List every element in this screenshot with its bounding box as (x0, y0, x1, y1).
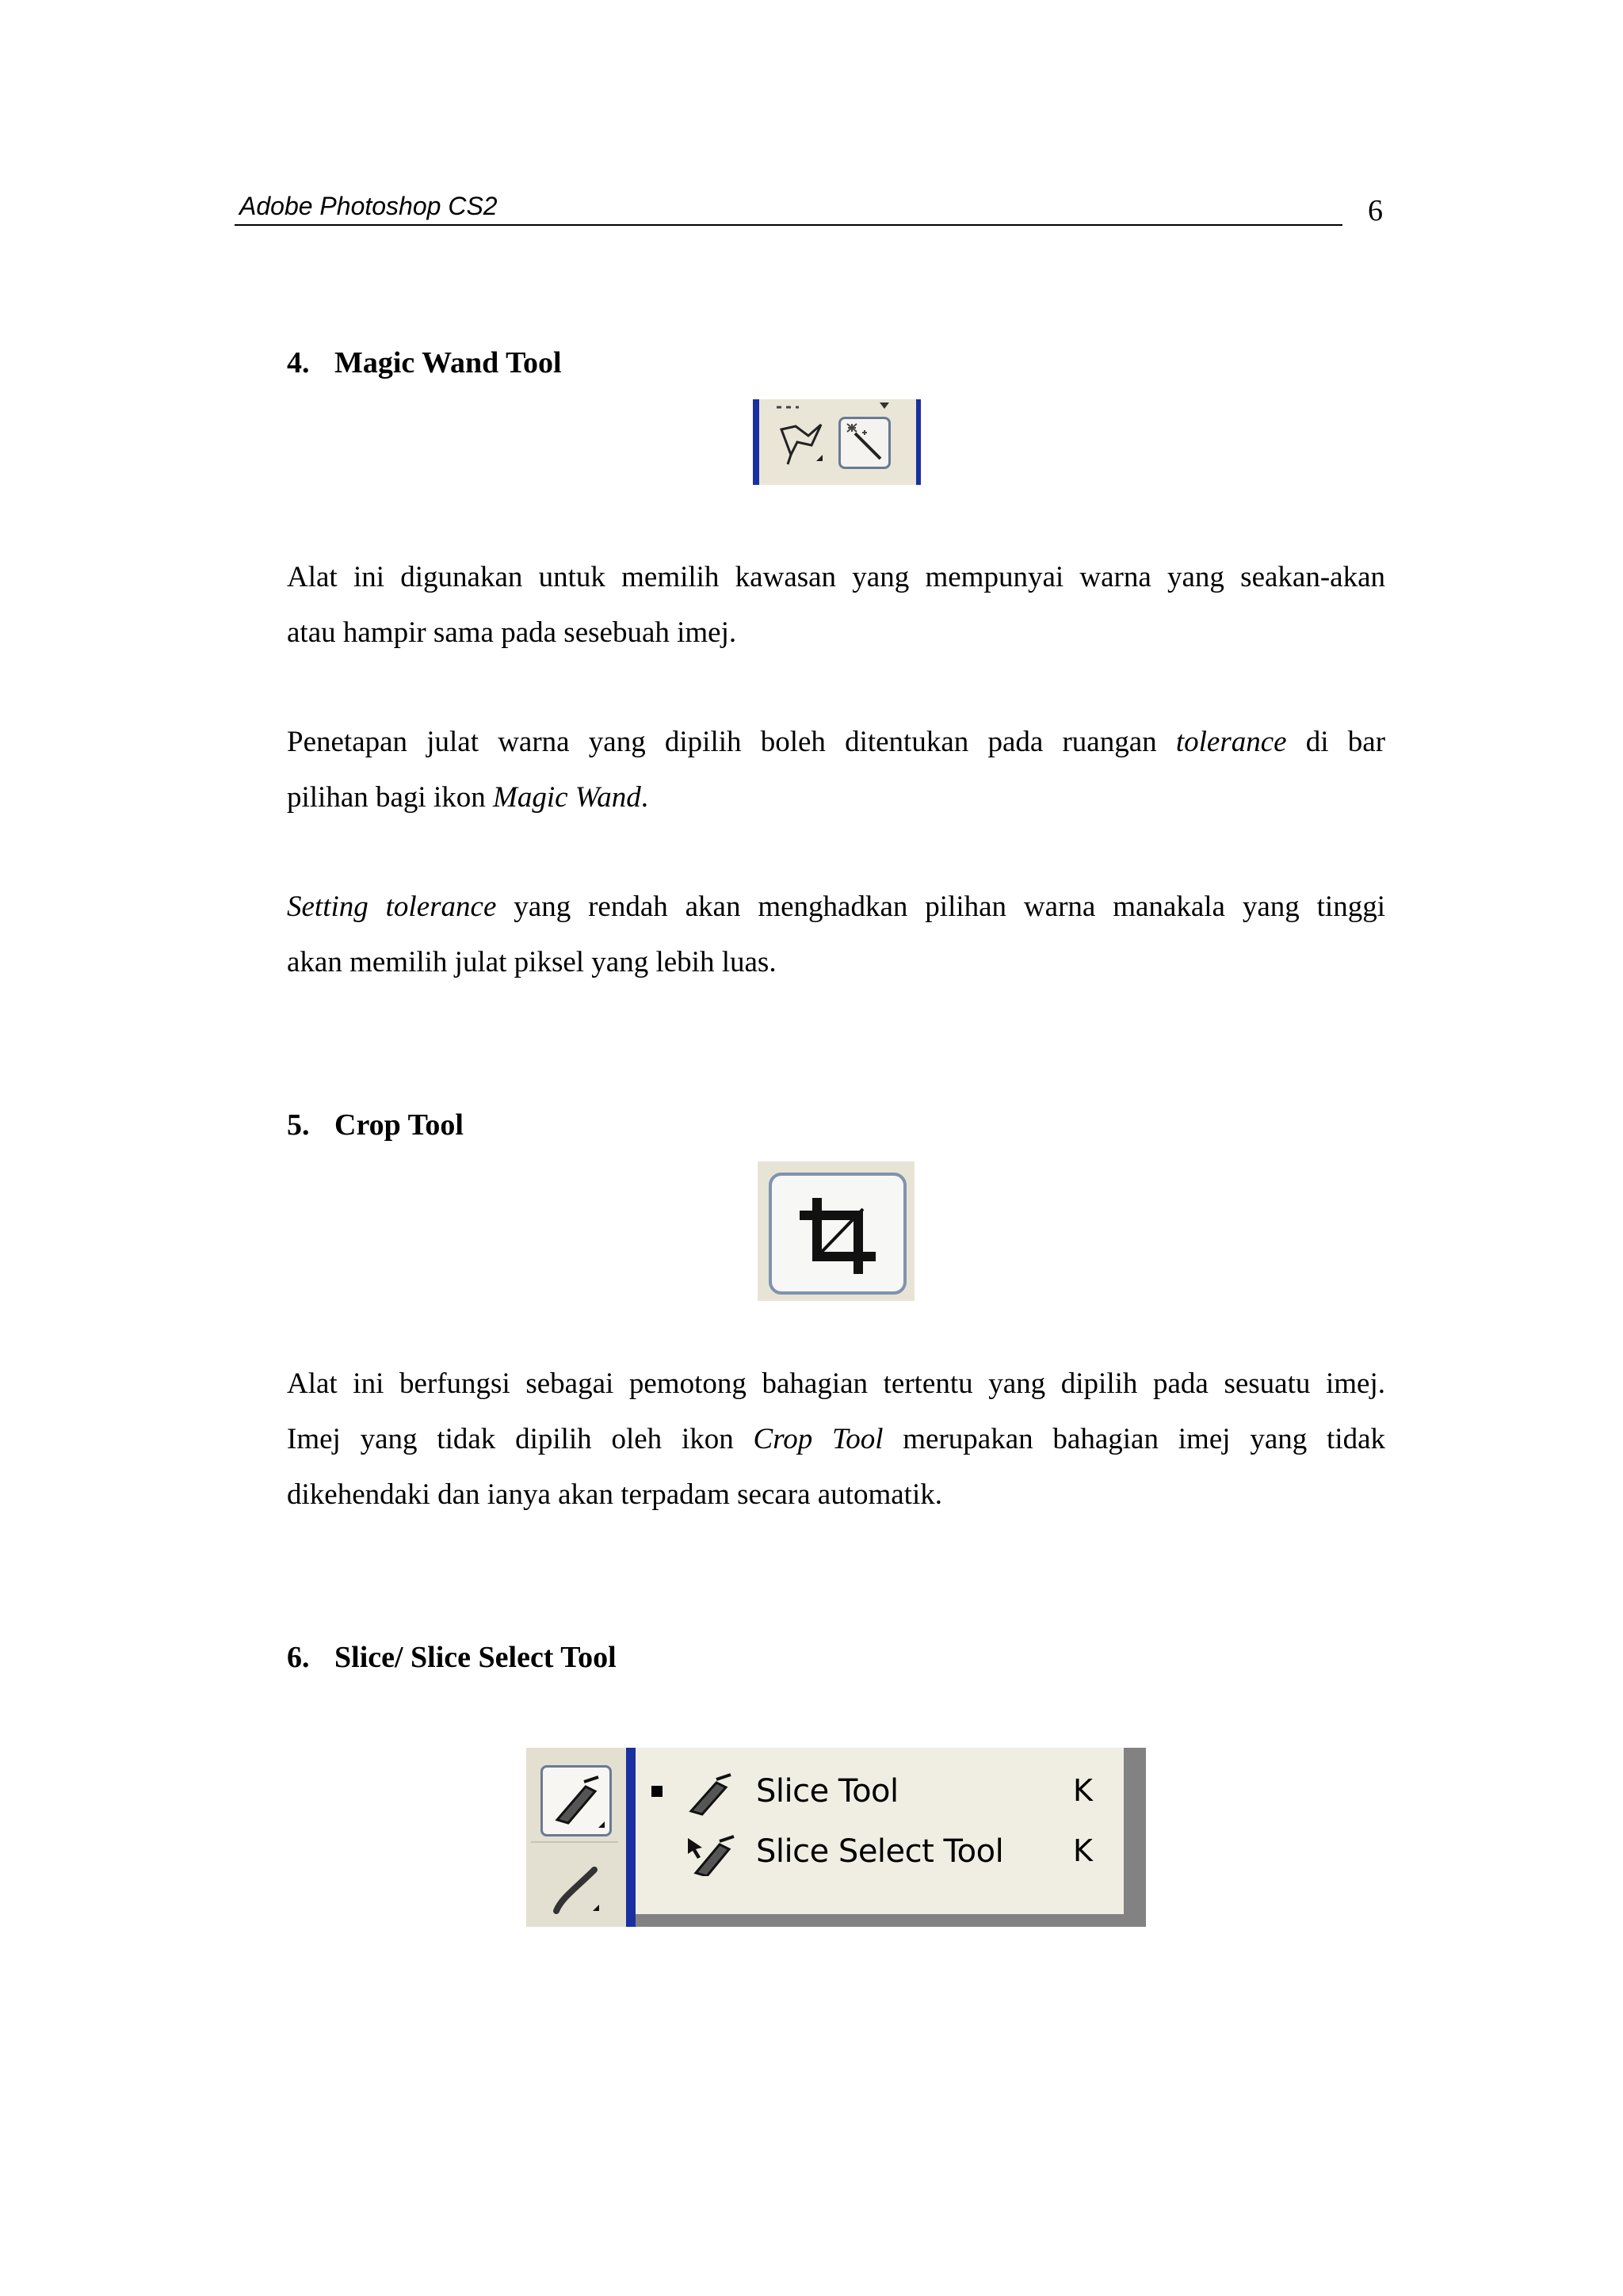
menu-item-shortcut: K (1073, 1833, 1093, 1868)
running-header-title: Adobe Photoshop CS2 (239, 192, 498, 220)
text-line: Imej yang tidak dipilih oleh ikon Crop Tool merupakan bahagian imej yang tidak (287, 1423, 1386, 1455)
section-heading-slice (287, 1640, 617, 1675)
menu-item-slice-tool[interactable] (636, 1767, 1124, 1817)
section-number: 5. (287, 1108, 310, 1142)
text-line: Penetapan julat warna yang dipilih boleh ditentukan pada ruangan tolerance di bar (287, 726, 1386, 758)
magic-wand-button (838, 417, 891, 469)
text-line: pilihan bagi ikon Magic Wand. (287, 781, 648, 814)
menu-item-label: Slice Tool (756, 1773, 899, 1810)
menu-item-label: Slice Select Tool (756, 1833, 1004, 1870)
section-heading-crop (287, 1108, 464, 1142)
magic-wand-icon (841, 419, 888, 467)
polygonal-lasso-icon (777, 418, 827, 469)
slice-toolbox-button (540, 1765, 612, 1836)
menu-item-slice-select-tool[interactable] (636, 1827, 1124, 1878)
text-line: akan memilih julat piksel yang lebih luas. (287, 946, 777, 978)
header-rule (235, 224, 1342, 226)
menu-item-shortcut: K (1073, 1773, 1093, 1808)
paragraph-magic-wand-2 (287, 715, 1385, 826)
paragraph-crop (287, 1356, 1385, 1523)
flyout-menu (636, 1748, 1125, 1914)
paragraph-magic-wand-3 (287, 879, 1385, 990)
slice-icon (543, 1768, 609, 1834)
magic-wand-toolbar-image (753, 399, 921, 485)
text-line: Alat ini berfungsi sebagai pemotong bahagian tertentu yang dipilih pada sesuatu imej. (287, 1367, 1385, 1400)
paragraph-magic-wand-1 (287, 550, 1385, 661)
active-bullet-icon (651, 1786, 663, 1797)
section-title: Slice/ Slice Select Tool (334, 1641, 617, 1674)
text-line: Alat ini digunakan untuk memilih kawasan yang mempunyai warna yang seakan-akan (287, 561, 1385, 593)
crop-tool-image (758, 1161, 915, 1301)
text-line: dikehendaki dan ianya akan terpadam secara automatik. (287, 1478, 942, 1511)
section-title: Crop Tool (334, 1108, 464, 1142)
crop-button (769, 1173, 907, 1295)
section-number: 4. (287, 346, 310, 379)
slice-select-icon (685, 1830, 748, 1876)
slice-tool-flyout-image (526, 1748, 1146, 1927)
crop-icon (793, 1190, 882, 1279)
text-line: atau hampir sama pada sesebuah imej. (287, 616, 737, 649)
page-number: 6 (1368, 194, 1383, 227)
toolbar-edge-icons (753, 399, 921, 414)
section-title: Magic Wand Tool (334, 346, 562, 379)
toolbox-column (526, 1748, 626, 1927)
text-line: Setting tolerance yang rendah akan menghadkan pilihan warna manakala yang tinggi (287, 891, 1385, 923)
slice-icon (685, 1770, 748, 1816)
section-heading-magic-wand (287, 345, 562, 380)
section-number: 6. (287, 1641, 310, 1674)
healing-brush-icon (545, 1859, 612, 1922)
